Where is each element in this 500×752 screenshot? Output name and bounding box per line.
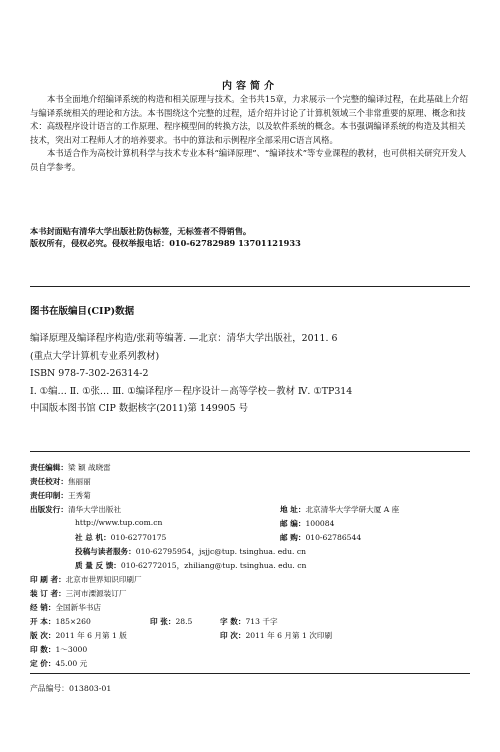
anti-counterfeit-notice: 本书封面贴有清华大学出版社防伪标签，无标签者不得销售。	[30, 226, 252, 236]
proofreader-row: 责任校对：焦丽丽	[30, 477, 91, 486]
binder-row: 装 订 者：三河市溧源装订厂	[30, 589, 127, 598]
piracy-report-line: 版权所有，侵权必究。侵权举报电话：010-62782989 13701121933	[30, 238, 301, 248]
website-url: http://www.tup.com.cn	[75, 518, 163, 527]
cip-line: Ⅰ. ①编… Ⅱ. ①张… Ⅲ. ①编译程序－程序设计－高等学校－教材 Ⅳ. ①TP314	[30, 385, 353, 397]
edition-row: 版 次：2011 年 6 月第 1 版	[30, 631, 127, 640]
print-run-row: 印 数：1～3000	[30, 645, 88, 654]
print-manager-row: 责任印制：王秀菊	[30, 491, 91, 500]
cip-block	[30, 330, 352, 418]
reader-service-row: 投稿与读者服务：010-62795954，jsjjc@tup. tsinghua. edu. cn	[75, 547, 306, 556]
distributor-row: 经 销：全国新华书店	[30, 603, 101, 612]
impression-row: 印 次：2011 年 6 月第 1 次印刷	[220, 631, 333, 640]
cip-line: 中国版本图书馆 CIP 数据核字(2011)第 149905 号	[30, 403, 248, 414]
price-row: 定 价：45.00 元	[30, 659, 88, 668]
intro-title: 内容简介	[222, 81, 278, 92]
divider	[30, 286, 470, 287]
word-count-row: 字 数：713 千字	[220, 617, 278, 626]
intro-section	[30, 93, 470, 174]
address-row: 地 址：北京清华大学学研大厦 A 座	[280, 505, 400, 514]
copyright-notice	[30, 225, 301, 249]
mail-order-row: 邮 购：010-62786544	[280, 533, 362, 542]
divider	[30, 673, 470, 674]
format-row: 开 本：185×260	[30, 617, 91, 626]
switchboard-row: 社 总 机：010-62770175	[75, 533, 167, 542]
product-code: 产品编号：013803-01	[30, 684, 112, 693]
divider	[30, 451, 470, 452]
printer-row: 印 刷 者：北京市世界知识印刷厂	[30, 575, 142, 584]
cip-isbn: ISBN 978-7-302-26314-2	[30, 368, 149, 379]
editor-value: 梁 颖 战晓雷	[67, 463, 111, 472]
cip-heading: 图书在版编目(CIP)数据	[30, 306, 135, 317]
publisher-row: 出版发行：清华大学出版社	[30, 505, 122, 514]
intro-paragraph-1: 本书全面地介绍编译系统的构造和相关原理与技术。全书共15章，力求展示一个完整的编译过程，在此基础上介绍与编译系统相关的理论和方法。本书围绕这个完整的过程，适介绍并讨论了计算机领域三个非常重要的原理、概念和技术：高级程序设计语言的工作原理、程序模型间的转换方法，以及软件系统的概念。本书强调编译系统的构造及其相关技术，突出对工程师人才的培养要求。书中的算法和示例程序全部采用C语言风格。	[30, 94, 469, 145]
postcode-row: 邮 编：100084	[280, 519, 335, 528]
editor-row: 责任编辑：梁 颖 战晓雷	[30, 463, 111, 472]
cip-line: (重点大学计算机专业系列教材)	[30, 350, 160, 362]
intro-paragraph-2: 本书适合作为高校计算机科学与技术专业本科“编译原理”、“编译技术”等专业课程的教材，也可供相关研究开发人员自学参考。	[30, 148, 467, 172]
sheets-row: 印 张：28.5	[150, 617, 193, 626]
quality-feedback-row: 质 量 反 馈：010-62772015，zhiliang@tup. tsinghua. edu. cn	[75, 561, 307, 570]
cip-line: 编译原理及编译程序构造/张莉等编著. —北京：清华大学出版社，2011. 6	[30, 333, 338, 344]
